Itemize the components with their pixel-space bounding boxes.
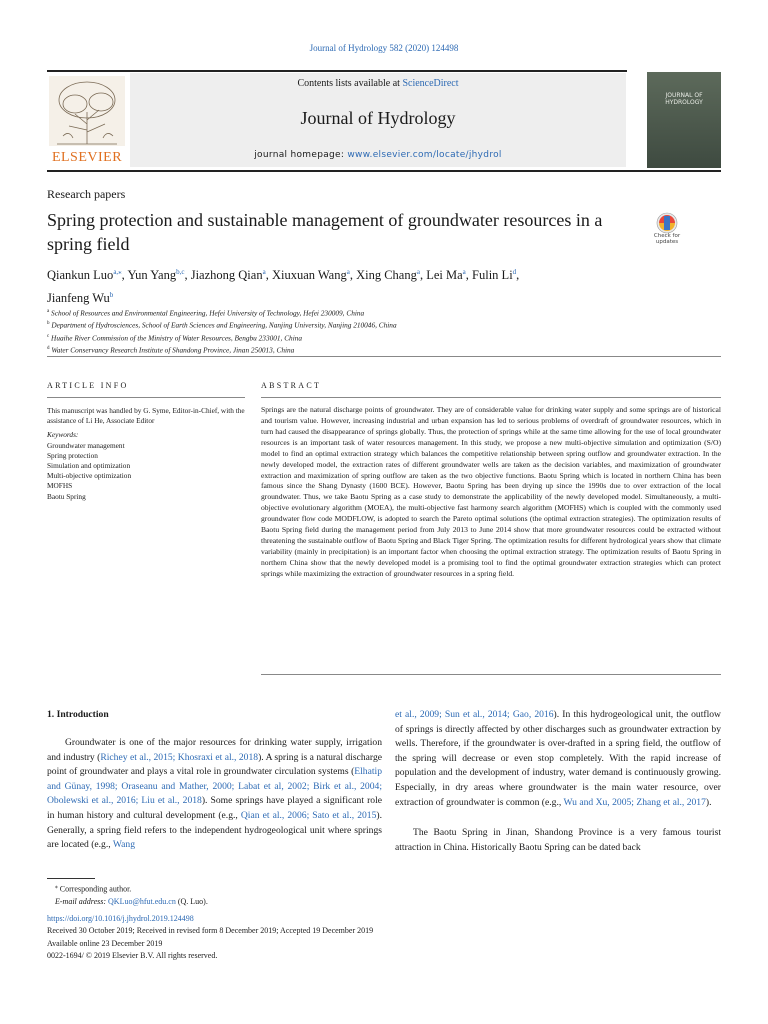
body-text: ). Some springs have played a significant role in human history and cultural development (e.g., xyxy=(47,795,383,821)
journal-cover-thumbnail[interactable] xyxy=(647,72,721,168)
abstract-text: Springs are the natural discharge points of groundwater. They are of considerable value for drinking water supply and some springs are of historical and tourism value. However, increasing industrial and urban expansion has led to serious problems of overdraft of groundwater resources, which in turn had caused the disappearance of springs globally. Thus, the protection of springs while at the same time allowing for the use of local groundwater resources is an important task of water resources management. In this study, we propose a new multi-objective simulation and optimization (S/O) model to find an optimal extraction strategy which balances the competitive relationship between spring outflow and groundwater extraction. In the newly developed model, the extraction rates of different groundwater wells are taken as the decision variables, and maximization of groundwater extraction and maximization of spring outflow are taken as the two objective functions. Baotu Spring which is located in northern China has been famous since the Shang Dynasty (1600 BCE). However, Baotu Spring has been drying up since the 1990s due to over extraction of the local groundwater. Thus, we take Baotu Spring as a case study to demonstrate the applicability of the newly developed model. Simultaneously, a multi-objective evolutionary algorithm (MOEA), the multi-objective fast harmony search algorithm (MOFHS) which is coupled with the commonly used groundwater flow code MODFLOW, is adopted to search the Pareto optimal solutions (the optimal extraction strategies). The optimization results of Baotu Spring field during the management period from July 2013 to June 2014 show that more groundwater resources could be extracted without threatening the sustainable outflow of Baotu Spring and Black Tiger Spring. The optimization results for different hydrological years show that climate variability (mainly in precipitation) is an important factor when choosing the optimal extraction strategy. The optimization results of Baotu Spring in northern China show that the newly developed model is a promising tool to find the optimal groundwater extraction strategies which can protect springs while maximizing the extraction of groundwater resources in a spring field. xyxy=(261,405,721,578)
citation-link[interactable]: Qian et al., 2006; Sato et al., 2015 xyxy=(240,809,377,821)
corresponding-label: Corresponding author. xyxy=(59,884,132,894)
handling-editor-note: This manuscript was handled by G. Syme, Editor-in-Chief, with the assistance of Li He, Associate Editor xyxy=(47,406,245,426)
intro-column-2 xyxy=(395,708,721,810)
journal-name: Journal of Hydrology xyxy=(300,108,456,128)
publication-details xyxy=(47,913,607,963)
affiliation-key: b xyxy=(47,321,50,327)
body-text: Groundwater is one of the major resources for drinking water supply, irrigation and industry ( xyxy=(47,737,382,763)
body-text: ). xyxy=(705,796,712,808)
affiliations xyxy=(47,306,707,356)
copyright: 0022-1694/ © 2019 Elsevier B.V. All rights reserved. xyxy=(47,951,218,961)
citation-link[interactable]: et al., 2009; Sun et al., 2014; Gao, 2016 xyxy=(395,709,554,720)
keyword-list xyxy=(47,441,245,502)
contents-prefix: Contents lists available at xyxy=(297,78,403,89)
footnote-mark: ⁎ xyxy=(55,884,58,890)
keywords-label: Keywords: xyxy=(47,430,79,440)
abstract-rule xyxy=(261,397,721,398)
keyword: Spring protection xyxy=(47,450,98,460)
citation-link[interactable]: Elhatip and Günay, 1998; Oraseanu and Mather, 2000; Labat et al, 2002; Birk et al., 2004; Obolewski et al., 2016; Liu et al., 2018 xyxy=(47,766,382,807)
citation-link[interactable]: Richey et al., 2015; Khosraxi et al., 2018 xyxy=(100,751,259,763)
author-name: Xiuxuan Wang xyxy=(271,268,347,283)
affiliation-text: Water Conservancy Research Institute of Shandong Province, Jinan 250013, China xyxy=(49,345,295,355)
author-affiliation-mark[interactable]: b,c xyxy=(176,268,185,276)
header-bottom-rule xyxy=(47,170,721,172)
header-top-rule xyxy=(47,70,627,72)
abstract-bottom-rule xyxy=(261,674,721,675)
doi-link[interactable]: https://doi.org/10.1016/j.jhydrol.2019.124498 xyxy=(47,914,194,923)
article-info-rule xyxy=(47,397,245,398)
author-name: Xing Chang xyxy=(356,268,417,283)
affiliation-key: c xyxy=(47,333,50,339)
intro-column-1 xyxy=(47,736,382,853)
author-affiliation-mark[interactable]: a xyxy=(262,268,266,276)
body-text: ). A spring is a natural discharge point of groundwater and plays a vital role in groundwater circulation systems ( xyxy=(47,751,382,778)
cover-title: JOURNAL OF HYDROLOGY xyxy=(665,92,703,106)
article-title: Spring protection and sustainable management of groundwater resources in a spring field xyxy=(47,210,603,254)
affiliation-text: Huaihe River Commission of the Ministry of Water Resources, Bengbu 233001, China xyxy=(49,333,303,343)
keyword: Simulation and optimization xyxy=(47,461,131,471)
abstract-heading: ABSTRACT xyxy=(261,381,322,390)
introduction-heading: 1. Introduction xyxy=(47,709,109,720)
citation-link[interactable]: Wu and Xu, 2005; Zhang et al., 2017 xyxy=(563,796,706,808)
affiliation-item xyxy=(47,331,707,343)
author-name: Fulin Li xyxy=(472,268,513,283)
author-name: Yun Yang xyxy=(127,268,177,283)
email-label: E-mail address: xyxy=(55,897,109,907)
affiliation-text: School of Resources and Environmental Engineering, Hefei University of Technology, Hefei 230009, China xyxy=(49,308,365,318)
publisher-wordmark: ELSEVIER xyxy=(51,150,123,165)
received-dates: Received 30 October 2019; Received in revised form 8 December 2019; Accepted 19 December 2019 xyxy=(47,926,374,936)
journal-homepage xyxy=(130,150,626,160)
author-name: Jiazhong Qian xyxy=(190,268,263,283)
keyword: Baotu Spring xyxy=(47,491,86,501)
available-online: Available online 23 December 2019 xyxy=(47,938,163,948)
article-section-label: Research papers xyxy=(47,187,126,201)
homepage-link[interactable]: www.elsevier.com/locate/jhydrol xyxy=(347,150,502,160)
author-affiliation-mark[interactable]: a,⁎ xyxy=(113,268,122,276)
journal-citation[interactable]: Journal of Hydrology 582 (2020) 124498 xyxy=(309,43,459,53)
author-affiliation-mark[interactable]: d xyxy=(512,268,517,276)
author-email-link[interactable]: QKLuo@hfut.edu.cn xyxy=(108,897,176,907)
affiliation-key: d xyxy=(47,346,50,352)
keyword: Multi-objective optimization xyxy=(47,471,132,481)
author-affiliation-mark[interactable]: a xyxy=(416,268,420,276)
author-name: Jianfeng Wu xyxy=(47,291,110,306)
email-suffix: (Q. Luo). xyxy=(175,897,208,907)
author-affiliation-mark[interactable]: a xyxy=(346,268,350,276)
sciencedirect-link[interactable]: ScienceDirect xyxy=(402,78,459,89)
corresponding-author-footnote xyxy=(55,881,455,909)
author-affiliation-mark[interactable]: a xyxy=(462,268,466,276)
body-text: ). In this hydrogeological unit, the outflow of springs is directly affected by other discharges such as groundwater extraction by wells. Therefore, if the groundwater is over-drafted in a spring field, the outflow of the spring will decrease or even stop completely. With the rapid increase of population and the development of industry, water demand is continuously growing. Especially, in dry areas where groundwater is the main water resource, over extraction of groundwater is common (e.g., xyxy=(395,709,721,808)
keyword: MOFHS xyxy=(47,481,73,491)
article-info-body xyxy=(47,406,245,502)
affiliation-item xyxy=(47,306,707,318)
citation-link[interactable]: Wang xyxy=(112,839,136,851)
article-info-heading: ARTICLE INFO xyxy=(47,381,129,390)
affiliation-item xyxy=(47,343,707,355)
footnote-rule xyxy=(47,878,95,879)
author-name: Lei Ma xyxy=(426,268,463,283)
affiliation-key: a xyxy=(47,309,50,314)
author-list: Qiankun Luo$^{a,⁎}$, Yun Yang$^{b,c}$, Jiazhong Qian$^a$, Xiuxuan Wang$^a$, Xing Chang$^a$, Lei Ma$^a$, Fulin Li$^d$, Jianfeng Wu$^b$ xyxy=(47,268,520,306)
keyword: Groundwater management xyxy=(47,440,125,450)
affiliations-rule xyxy=(47,356,721,357)
affiliation-item xyxy=(47,318,707,330)
body-text: ). Generally, a spring field refers to the independent hydrogeological unit where springs are located (e.g., xyxy=(47,809,382,851)
affiliation-text: Department of Hydrosciences, School of Earth Sciences and Engineering, Nanjing University, Nanjing 210046, China xyxy=(49,320,397,330)
author-affiliation-mark[interactable]: b xyxy=(109,291,114,300)
check-for-updates-label[interactable]: Check for updates xyxy=(653,233,681,245)
contents-availability xyxy=(130,78,626,89)
intro-column-2-paragraph-2: The Baotu Spring in Jinan, Shandong Province is a very famous tourist attraction in China. Historically Baotu Spring can be dated back xyxy=(395,827,721,853)
author-name: Qiankun Luo xyxy=(47,268,114,283)
homepage-label: journal homepage: xyxy=(254,150,348,160)
